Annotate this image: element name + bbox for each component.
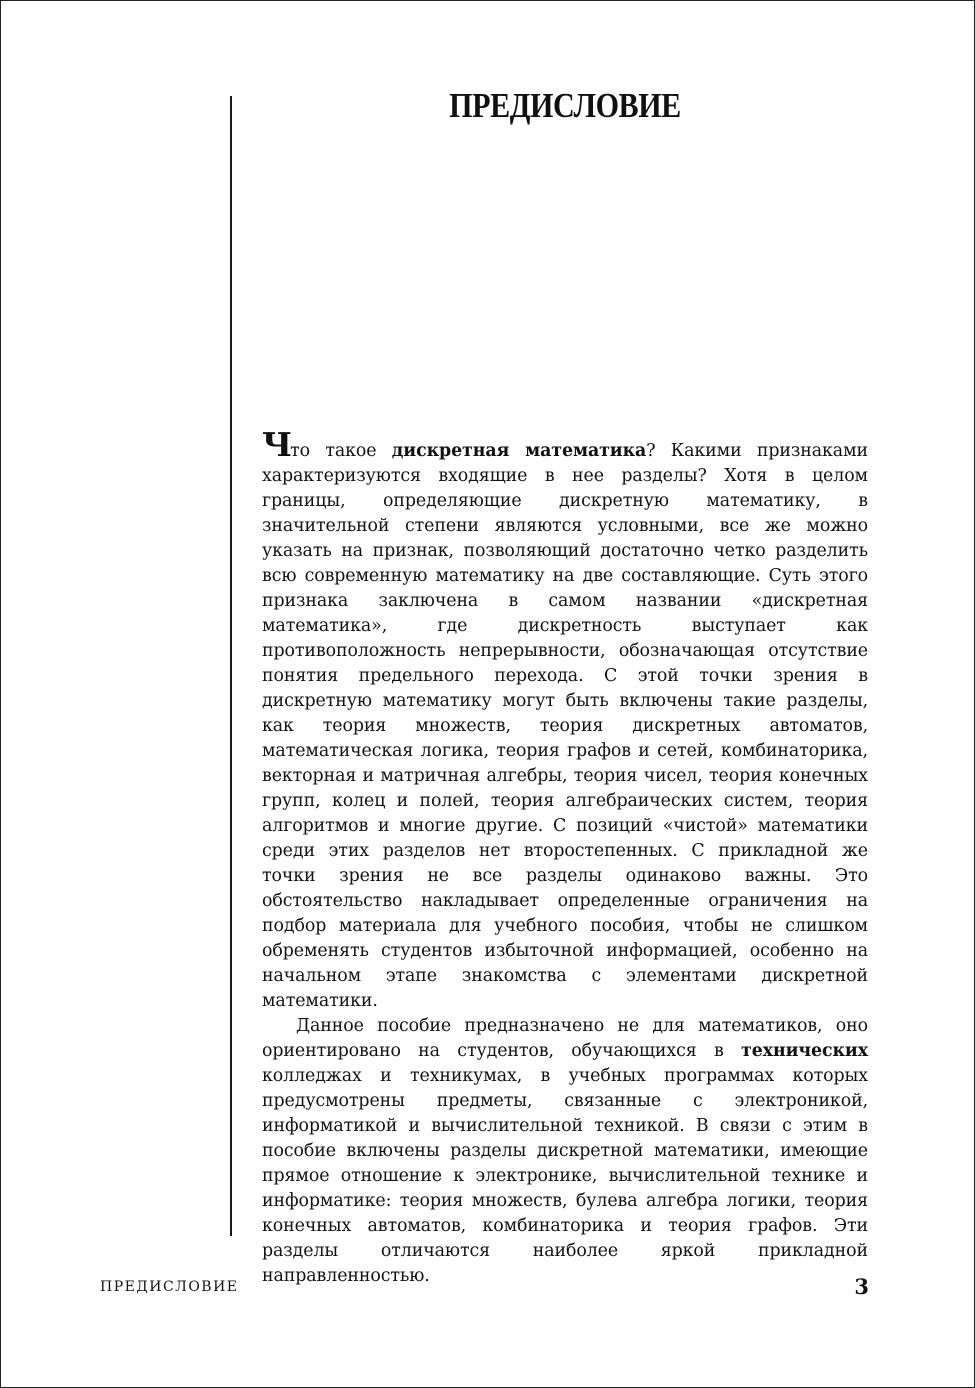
paragraph-1-body: ? Какими признаками характеризуются входящие в нее разделы? Хотя в целом границы, определяющие дискретную математику, в значительной степени являются условными, все же можно указать на признак, позволяющий достаточно четко разделить всю современную математику на две составляющие. Суть этого признака заключена в самом названии «дискретная математика», где дискретность выступает как противоположность непрерывности, обозначающая отсутствие понятия предельного перехода. С этой точки зрения в дискретную математику могут быть включены такие разделы, как теория множеств, теория дискретных автоматов, математическая логика, теория графов и сетей, комбинаторика, векторная и матричная алгебры, теория чисел, теория конечных групп, колец и полей, теория алгебраических систем, теория алгоритмов и многие другие. С позиций «чистой» математики среди этих разделов нет второстепенных. С прикладной же точки зрения не все разделы одинаково важны. Это обстоятельство накладывает определенные ограничения на подбор материала для учебного пособия, чтобы не слишком обременять студентов избыточной информацией, особенно на начальном этапе знакомства с элементами дискретной математики. <box>262 441 868 1011</box>
paragraph-1 <box>262 425 868 1014</box>
paragraph-2-body: колледжах и техникумах, в учебных программах которых предусмотрены предметы, связанные с электроникой, информатикой и вычислительной техникой. В связи с этим в пособие включены разделы дискретной математики, имеющие прямое отношение к электронике, вычислительной технике и информатике: теория множеств, булева алгебра логики, теория конечных автоматов, комбинаторика и теория графов. Эти разделы отличаются наиболее яркой прикладной направленностью. <box>262 1066 868 1286</box>
term-discrete-math: дискретная математика <box>391 441 647 461</box>
running-head: ПРЕДИСЛОВИЕ <box>100 1279 239 1295</box>
vertical-rule <box>230 96 232 1236</box>
chapter-title: ПРЕДИСЛОВИЕ <box>449 86 681 125</box>
paragraph-1-lead: то такое <box>290 441 392 461</box>
page-number: 3 <box>854 1274 869 1299</box>
term-technical: технических <box>741 1041 868 1061</box>
paragraph-2 <box>262 1014 868 1289</box>
body-text <box>262 425 868 1289</box>
drop-initial: Ч <box>262 425 291 464</box>
paragraph-2-lead: Данное пособие предназначено не для математиков, оно ориентировано на студентов, обучающихся в <box>262 1016 868 1061</box>
